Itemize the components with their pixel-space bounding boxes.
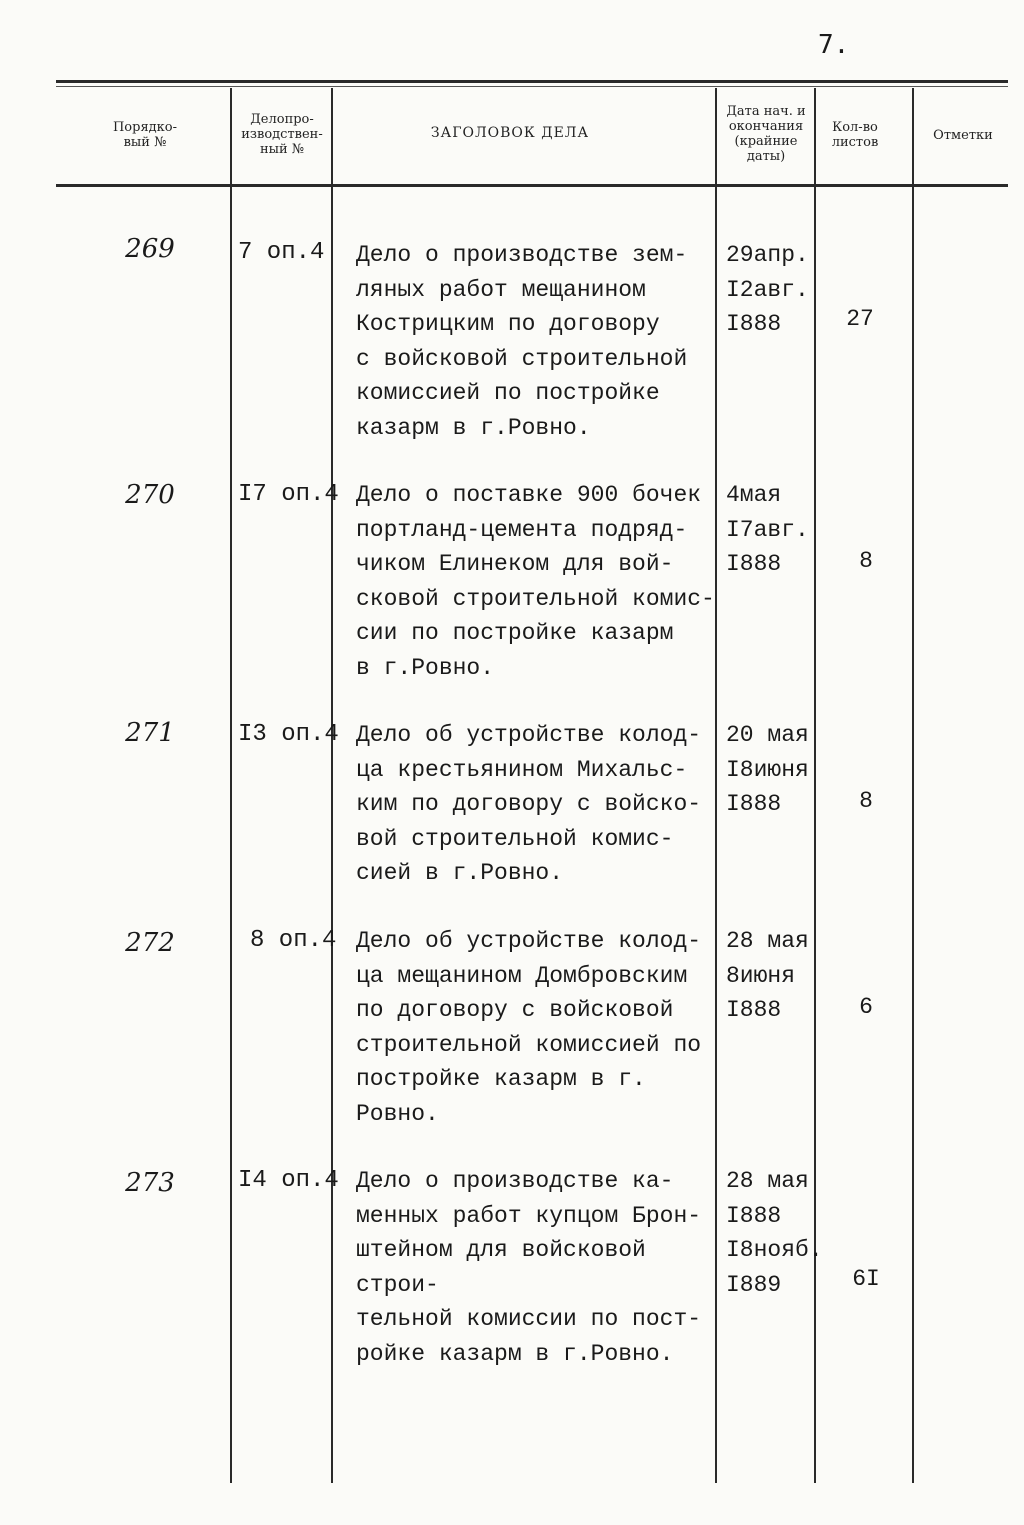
header-seq: Порядко- вый №: [112, 120, 178, 150]
row-office-number: I3 оп.4: [238, 721, 339, 748]
row-office-number: 8 оп.4: [250, 927, 337, 954]
header-sheets: Кол-во листов: [831, 120, 879, 150]
row-title: Дело о поставке 900 бочек портланд-цемента подряд- чиком Елинеком для вой- сковой строительной комис- сии по постройке казарм в г.Ровно.: [356, 482, 715, 681]
row-dates: 20 мая I8июня I888: [726, 722, 809, 817]
row-sheets: 6I: [852, 1266, 880, 1292]
row-seq-number: 272: [125, 928, 175, 958]
row-title: Дело об устройстве колод- ца мещанином Домбровским по договору с войсковой строительной комиссией по постройке казарм в г. Ровно.: [356, 928, 702, 1127]
row-dates: 28 мая 8июня I888: [726, 928, 809, 1023]
header-dates: Дата нач. и окончания (крайние даты): [726, 104, 806, 164]
row-title: Дело о производстве зем- ляных работ мещанином Кострицким по договору с войсковой строительной комиссией по постройке казарм в г.Ровно.: [356, 242, 688, 441]
table-top-rule: [56, 80, 1008, 83]
row-dates: 28 мая I888 I8нояб. I889: [726, 1168, 823, 1298]
row-seq-number: 269: [125, 234, 175, 264]
row-sheets: 27: [846, 306, 874, 332]
header-bottom-rule: [56, 184, 1008, 187]
row-sheets: 8: [859, 548, 873, 574]
row-seq-number: 273: [125, 1168, 175, 1198]
header-title: ЗАГОЛОВОК ДЕЛА: [430, 125, 590, 141]
column-divider: [331, 88, 333, 1483]
row-title: Дело о производстве ка- менных работ купцом Брон- штейном для войсковой строи- тельной комиссии по пост- ройке казарм в г.Ровно.: [356, 1168, 702, 1367]
row-seq-number: 270: [125, 480, 175, 510]
table-top-rule-thin: [56, 86, 1008, 87]
row-seq-number: 271: [125, 718, 175, 748]
page-number: 7.: [818, 30, 850, 60]
header-notes: Отметки: [933, 128, 993, 143]
column-divider: [912, 88, 914, 1483]
row-office-number: I4 оп.4: [238, 1167, 339, 1194]
row-title: Дело об устройстве колод- ца крестьянином Михальс- ким по договору с войско- вой строительной комис- сией в г.Ровно.: [356, 722, 702, 886]
row-dates: 29апр. I2авг. I888: [726, 242, 809, 337]
row-sheets: 8: [859, 788, 873, 814]
row-office-number: I7 оп.4: [238, 481, 339, 508]
header-office-number: Делопро- изводствен- ный №: [241, 112, 323, 157]
row-office-number: 7 оп.4: [238, 239, 325, 266]
column-divider: [230, 88, 232, 1483]
row-dates: 4мая I7авг. I888: [726, 482, 809, 577]
row-sheets: 6: [859, 994, 873, 1020]
